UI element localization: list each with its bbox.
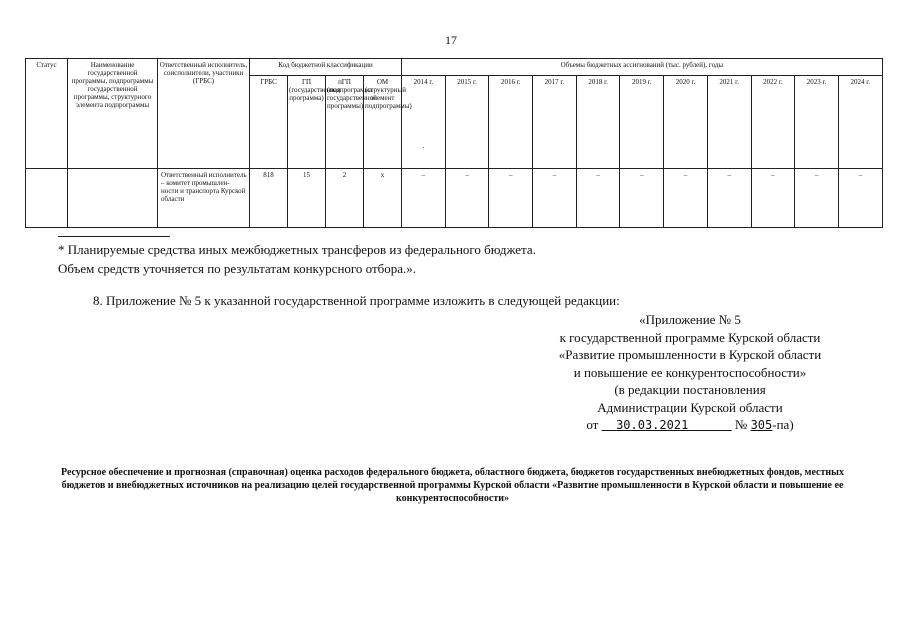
header-year: 2014 г. .	[402, 76, 446, 169]
paragraph-8: 8. Приложение № 5 к указанной государственной программе изложить в следующей редакции:	[93, 293, 620, 308]
table-row	[26, 169, 883, 228]
appendix-line: «Приложение № 5	[639, 312, 741, 327]
appendix-line: (в редакции постановления	[614, 382, 766, 397]
cell-code: 15	[288, 169, 326, 228]
document-number: 305	[750, 418, 773, 432]
cell-value: –	[533, 169, 577, 228]
document-date: 30.03.2021	[616, 418, 689, 432]
appendix-block	[510, 311, 870, 435]
header-year: 2020 г.	[664, 76, 708, 169]
header-year: 2018 г.	[576, 76, 620, 169]
cell-value: –	[576, 169, 620, 228]
header-year: 2019 г.	[620, 76, 664, 169]
number-prefix: №	[734, 417, 748, 432]
number-suffix: -па)	[772, 417, 794, 432]
header-year: 2022 г.	[751, 76, 795, 169]
header-name: Наименование государственной программы, подпрограммы государственной программы, структурного элемента подпрограммы	[68, 59, 158, 169]
header-code-gp: ГП (государственная программа)	[288, 76, 326, 169]
cell-value: –	[707, 169, 751, 228]
cell-value: –	[620, 169, 664, 228]
header-year: 2024 г.	[838, 76, 882, 169]
footnote-line-1: * Планируемые средства иных межбюджетных трансферов из федерального бюджета.	[58, 242, 536, 257]
cell-code: 2	[326, 169, 364, 228]
header-status: Статус	[26, 59, 68, 169]
cell-code: х	[364, 169, 402, 228]
cell-value: –	[795, 169, 839, 228]
header-year: 2021 г.	[707, 76, 751, 169]
cell-value: –	[751, 169, 795, 228]
section-heading: Ресурсное обеспечение и прогнозная (справочная) оценка расходов федерального бюджета, областного бюджета, бюджетов государственных внебюджетных фондов, местных бюджетов и внебюджетных источников на реализацию целей государственной программы Курской области «Развитие промышленности в Курской области и повышение ее конкурентоспособности»	[61, 467, 844, 504]
header-executor: Ответственный исполнитель, соисполнители, участники (ГРБС)	[158, 59, 250, 169]
appendix-line: и повышение ее конкурентоспособности»	[573, 364, 807, 380]
appendix-date-line	[586, 416, 793, 435]
footnote-divider	[58, 236, 170, 237]
header-code-grbs: ГРБС	[250, 76, 288, 169]
cell-value: –	[445, 169, 489, 228]
header-year: 2016 г.	[489, 76, 533, 169]
header-year: 2017 г.	[533, 76, 577, 169]
cell-value: –	[489, 169, 533, 228]
header-code-pgp: пГП (подпрограмма государственной программы)	[326, 76, 364, 169]
cell-name	[68, 169, 158, 228]
cell-executor: Ответственный исполнитель – комитет промышлен- ности и транспорта Курской области	[158, 169, 250, 228]
cell-code: 818	[250, 169, 288, 228]
header-dot: .	[422, 142, 425, 151]
appendix-line: «Развитие промышленности в Курской области	[558, 347, 822, 362]
cell-status	[26, 169, 68, 228]
cell-value: –	[838, 169, 882, 228]
header-code-om: ОМ (структурный элемент подпрограммы)	[364, 76, 402, 169]
header-volume-group: Объемы бюджетных ассигнований (тыс. рублей), годы	[402, 59, 883, 76]
cell-value: –	[402, 169, 446, 228]
header-year: 2023 г.	[795, 76, 839, 169]
footnote-line-2: Объем средств уточняется по результатам конкурсного отбора.».	[58, 261, 417, 276]
cell-value: –	[664, 169, 708, 228]
budget-table	[25, 58, 883, 228]
date-prefix: от	[586, 417, 599, 432]
page-number: 17	[445, 33, 457, 47]
header-year: 2015 г.	[445, 76, 489, 169]
header-code-group: Код бюджетной классификации	[250, 59, 402, 76]
appendix-line: к государственной программе Курской области	[559, 329, 821, 345]
footnote	[58, 240, 536, 278]
appendix-line: Администрации Курской области	[597, 399, 783, 415]
